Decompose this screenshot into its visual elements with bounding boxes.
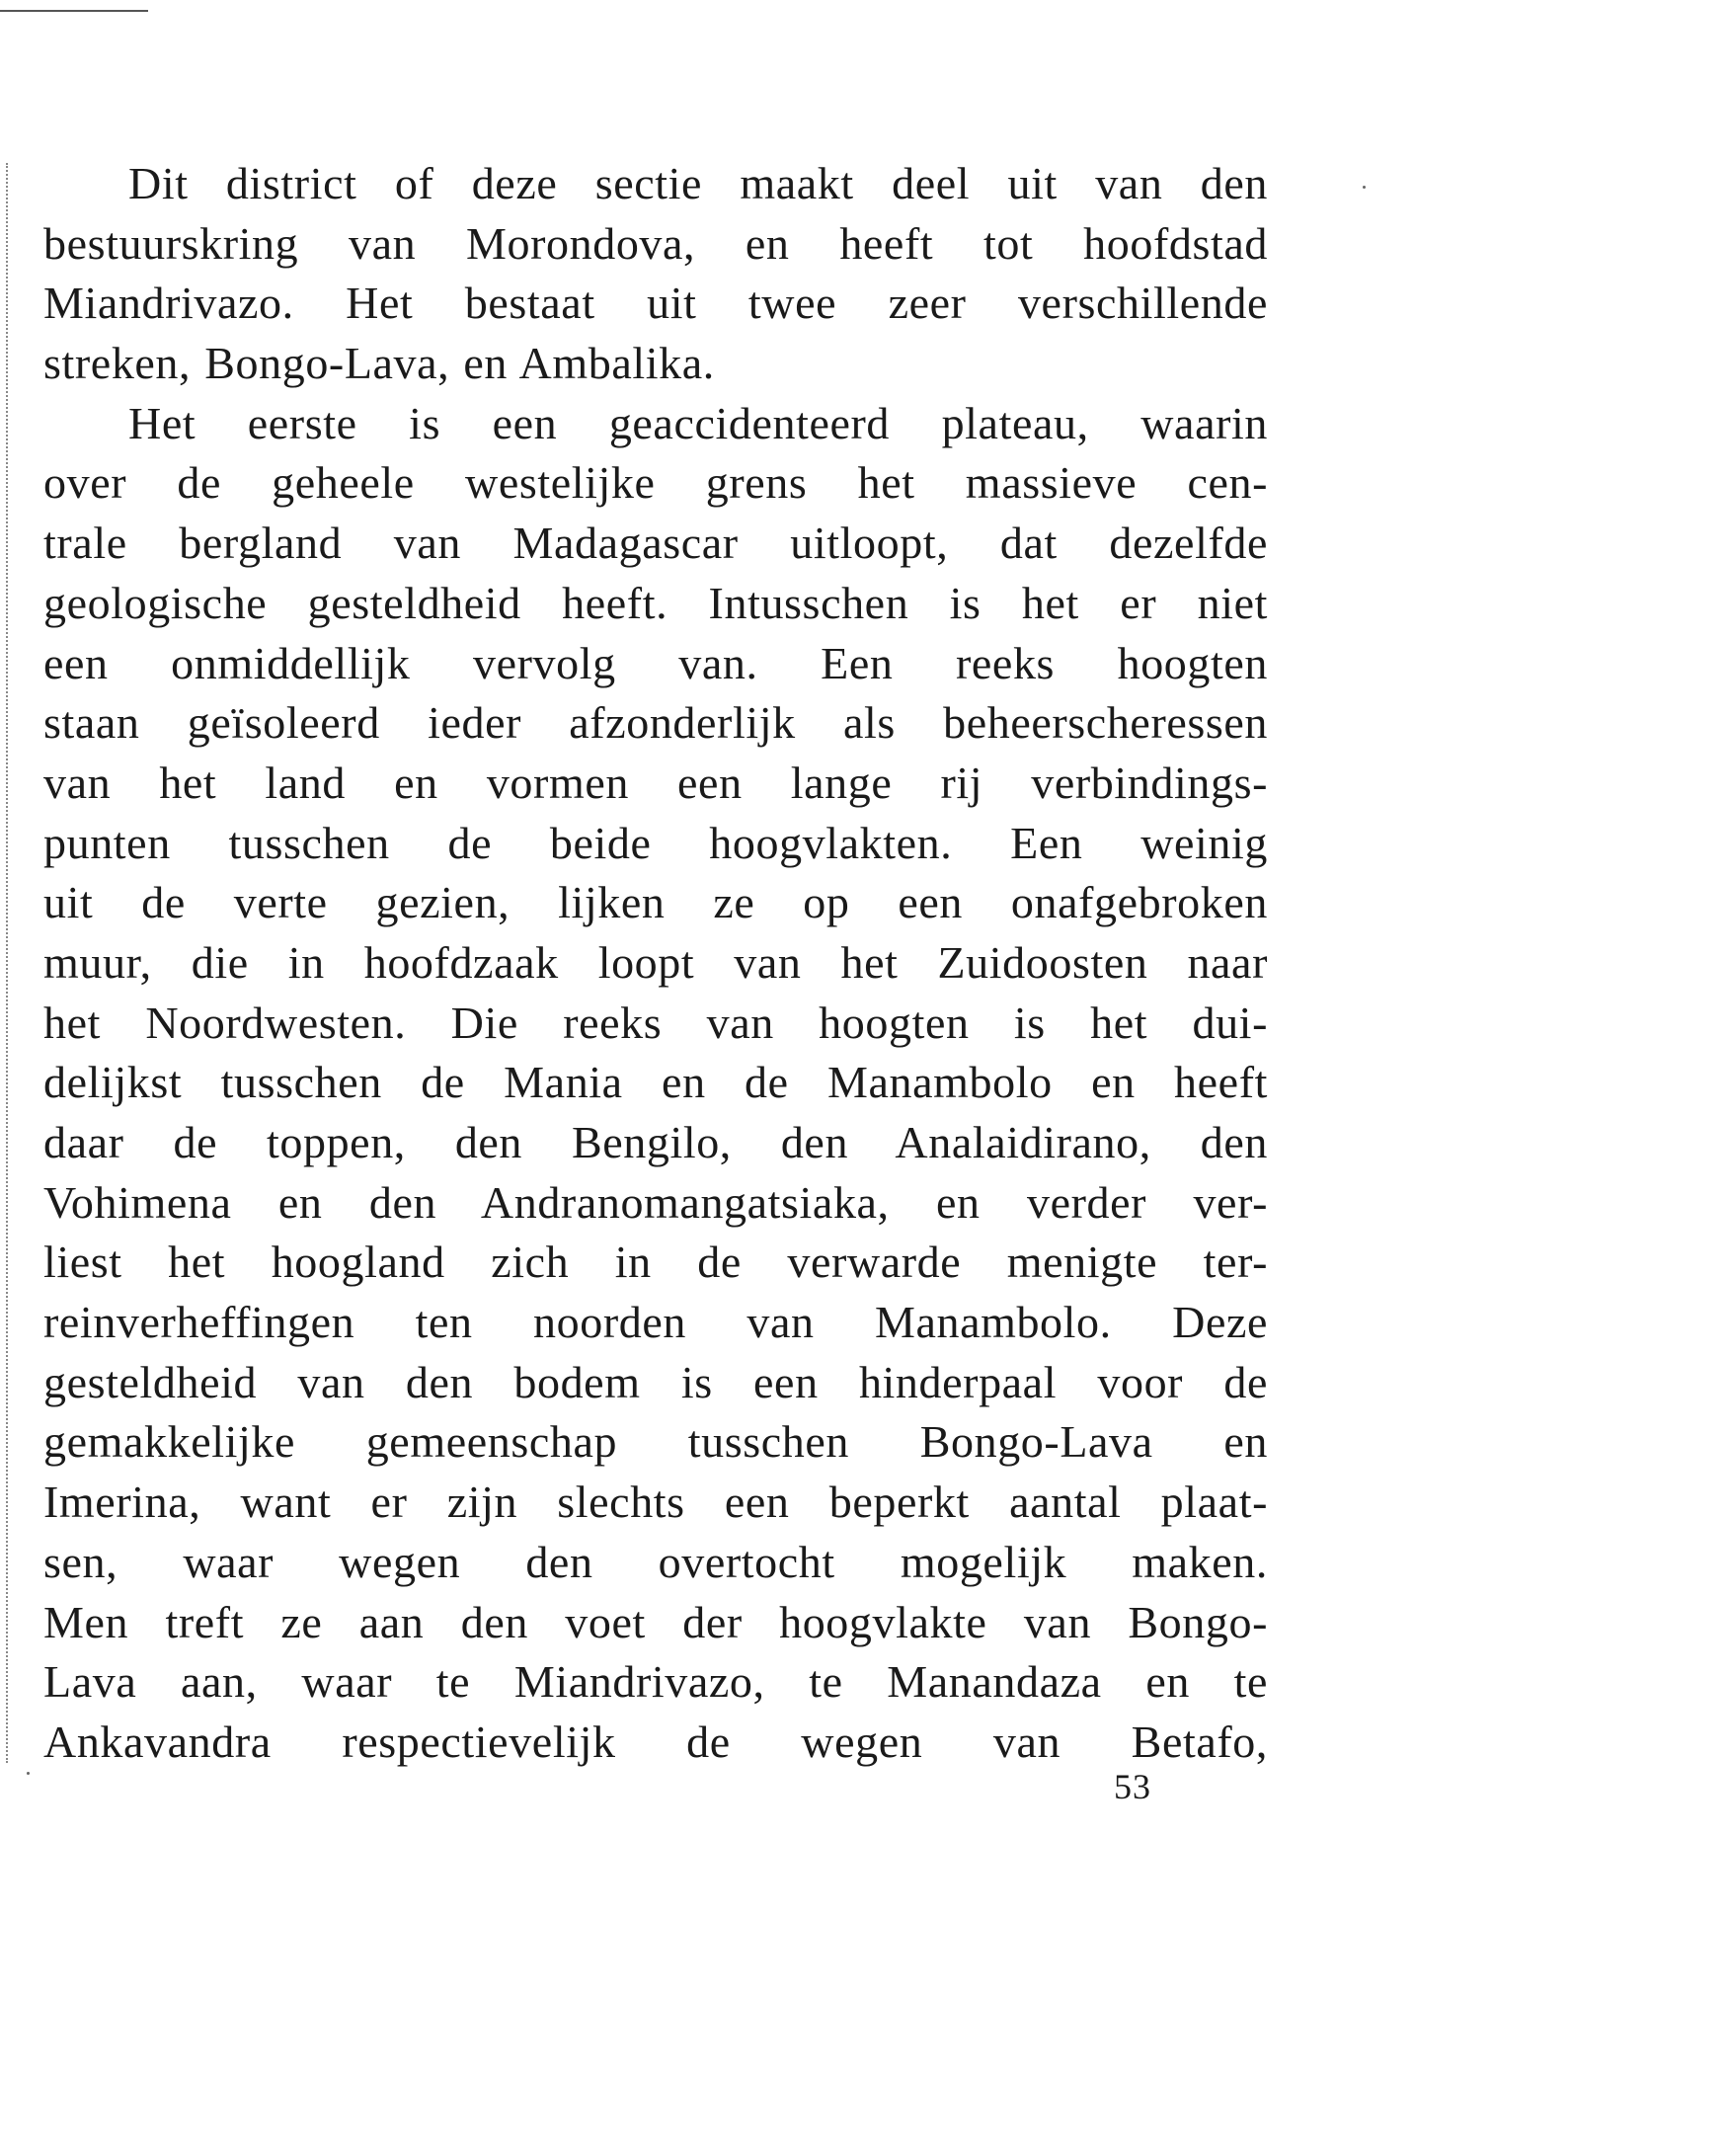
text-line: Dit district of deze sectie maakt deel uit van den bbox=[128, 158, 1268, 208]
text-line: delijkst tusschen de Mania en de Manambolo en heeft bbox=[43, 1057, 1268, 1108]
text-line: over de geheele westelijke grens het massieve cen- bbox=[43, 457, 1268, 509]
text-line: uit de verte gezien, lijken ze op een onafgebroken bbox=[43, 877, 1268, 928]
text-line: gemakkelijke gemeenschap tusschen Bongo-Lava en bbox=[43, 1416, 1268, 1468]
text-line: staan geïsoleerd ieder afzonderlijk als beheerscheressen bbox=[43, 697, 1268, 749]
text-line: Het eerste is een geaccidenteerd plateau, waarin bbox=[128, 397, 1268, 448]
text-line: punten tusschen de beide hoogvlakten. Een weinig bbox=[43, 817, 1268, 868]
page-number: 53 bbox=[1114, 1767, 1151, 1806]
text-line: liest het hoogland zich in de verwarde menigte ter- bbox=[43, 1237, 1268, 1288]
text-line: streken, Bongo-Lava, en Ambalika. bbox=[43, 338, 715, 389]
text-line: reinverheffingen ten noorden van Manambolo. Deze bbox=[43, 1297, 1268, 1348]
text-line: Men treft ze aan den voet der hoogvlakte van Bongo- bbox=[43, 1596, 1268, 1647]
text-line: trale bergland van Madagascar uitloopt, dat dezelfde bbox=[43, 518, 1268, 569]
text-line: het Noordwesten. Die reeks van hoogten is het dui- bbox=[43, 997, 1268, 1048]
text-line: daar de toppen, den Bengilo, den Analaidirano, den bbox=[43, 1117, 1268, 1167]
text-line: Miandrivazo. Het bestaat uit twee zeer verschillende bbox=[43, 278, 1268, 329]
top-edge-rule bbox=[0, 10, 148, 12]
text-line: sen, waar wegen den overtocht mogelijk maken. bbox=[43, 1536, 1268, 1587]
text-line: bestuurskring van Morondova, en heeft tot hoofdstad bbox=[43, 217, 1268, 269]
body-text bbox=[43, 154, 1268, 1773]
text-line: geologische gesteldheid heeft. Intusschen is het er niet bbox=[43, 577, 1268, 628]
paper-speck bbox=[27, 1772, 30, 1775]
text-line: Vohimena en den Andranomangatsiaka, en verder ver- bbox=[43, 1176, 1268, 1228]
text-line: van het land en vormen een lange rij verbindings- bbox=[43, 757, 1268, 808]
text-line: Imerina, want er zijn slechts een beperkt aantal plaat- bbox=[43, 1477, 1268, 1528]
binding-margin-line bbox=[6, 163, 8, 1763]
text-line: Lava aan, waar te Miandrivazo, te Manandaza en te bbox=[43, 1656, 1268, 1708]
text-line: muur, die in hoofdzaak loopt van het Zuidoosten naar bbox=[43, 936, 1268, 988]
text-line: Ankavandra respectievelijk de wegen van Betafo, bbox=[43, 1716, 1268, 1767]
text-line: gesteldheid van den bodem is een hinderpaal voor de bbox=[43, 1356, 1268, 1407]
text-line: een onmiddellijk vervolg van. Een reeks hoogten bbox=[43, 637, 1268, 688]
paper-speck bbox=[1363, 186, 1366, 189]
